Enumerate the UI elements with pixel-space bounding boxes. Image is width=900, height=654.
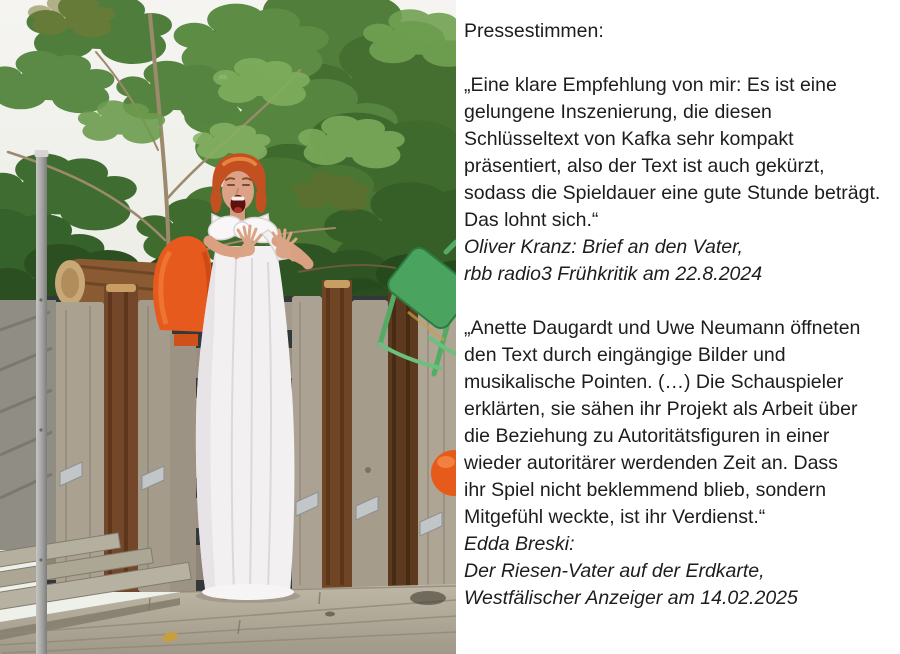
quote2-line: erklärten, sie sähen ihr Projekt als Arbeit über [464, 398, 858, 420]
quote1-line: „Eine klare Empfehlung von mir: Es ist eine [464, 74, 837, 96]
quote1-line: präsentiert, also der Text ist auch gekürzt, [464, 155, 825, 177]
performer-head [211, 153, 267, 220]
quote2-line: den Text durch eingängige Bilder und [464, 344, 786, 366]
quote2-line: ihr Spiel nicht beklemmend blieb, sondern [464, 479, 827, 501]
quote2-attribution: Westfälischer Anzeiger am 14.02.2025 [464, 587, 798, 609]
press-quote-1 [464, 72, 894, 288]
quote2-line: „Anette Daugardt und Uwe Neumann öffneten [464, 317, 861, 339]
quote1-line: Das lohnt sich.“ [464, 209, 599, 231]
quote1-line: Schlüsseltext von Kafka sehr kompakt [464, 128, 794, 150]
quote2-line: Mitgefühl weckte, ist ihr Verdienst.“ [464, 506, 766, 528]
quote1-line: gelungene Inszenierung, die diesen [464, 101, 772, 123]
quote-gap [464, 288, 894, 315]
quote2-line: die Beziehung zu Autoritätsfiguren in einer [464, 425, 830, 447]
press-quote-2 [464, 315, 894, 612]
metal-pole [35, 150, 49, 654]
quote2-line: wieder autoritärer werdenden Zeit an. Dass [464, 452, 838, 474]
press-heading: Pressestimmen: [464, 20, 604, 42]
press-quotes-panel [456, 0, 900, 654]
fence-posts-right [292, 280, 456, 592]
quote2-attribution: Edda Breski: [464, 533, 575, 555]
quote1-attribution: Oliver Kranz: Brief an den Vater, [464, 236, 743, 258]
quote1-attribution: rbb radio3 Frühkritik am 22.8.2024 [464, 263, 763, 285]
deck-stain [410, 591, 446, 605]
quote2-attribution: Der Riesen-Vater auf der Erdkarte, [464, 560, 765, 582]
quote1-line: sodass die Spieldauer eine gute Stunde beträgt. [464, 182, 881, 204]
quote2-line: musikalische Pointen. (…) Die Schauspieler [464, 371, 844, 393]
